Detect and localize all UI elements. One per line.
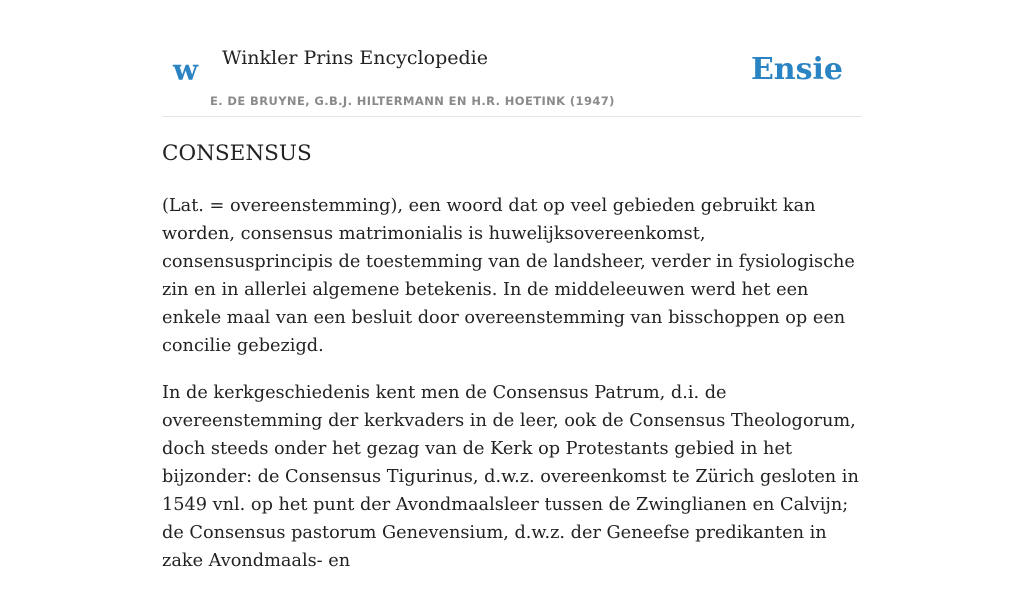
ensie-logo[interactable]: Ensie: [750, 52, 843, 87]
entry-title: CONSENSUS: [162, 141, 312, 166]
entry-paragraph: (Lat. = overeenstemming), een woord dat op veel gebieden gebruikt kan worden, consensus matrimonialis is huwelijksovereenkomst, consensusprincipis de toestemming van de landsheer, verder in fysiologische zin en in allerlei algemene betekenis. In de middeleeuwen werd het een enkele maal van een besluit door overeenstemming van bisschoppen op een concilie gebezigd.: [162, 196, 855, 356]
source-authors: E. DE BRUYNE, G.B.J. HILTERMANN EN H.R. HOETINK (1947): [210, 94, 615, 108]
source-title[interactable]: Winkler Prins Encyclopedie: [222, 47, 488, 69]
source-header: [162, 0, 862, 117]
entry-body: [162, 192, 862, 594]
winkler-prins-logo[interactable]: w: [173, 53, 198, 87]
entry-paragraph: In de kerkgeschiedenis kent men de Consensus Patrum, d.i. de overeenstemming der kerkvaders in de leer, ook de Consensus Theologorum, doch steeds onder het gezag van de Kerk op Protestants gebied in het bijzonder: de Consensus Tigurinus, d.w.z. overeenkomst te Zürich gesloten in 1549 vnl. op het punt der Avondmaalsleer tussen de Zwinglianen en Calvijn; de Consensus pastorum Genevensium, d.w.z. der Geneefse predikanten in zake Avondmaals- en: [162, 383, 859, 571]
